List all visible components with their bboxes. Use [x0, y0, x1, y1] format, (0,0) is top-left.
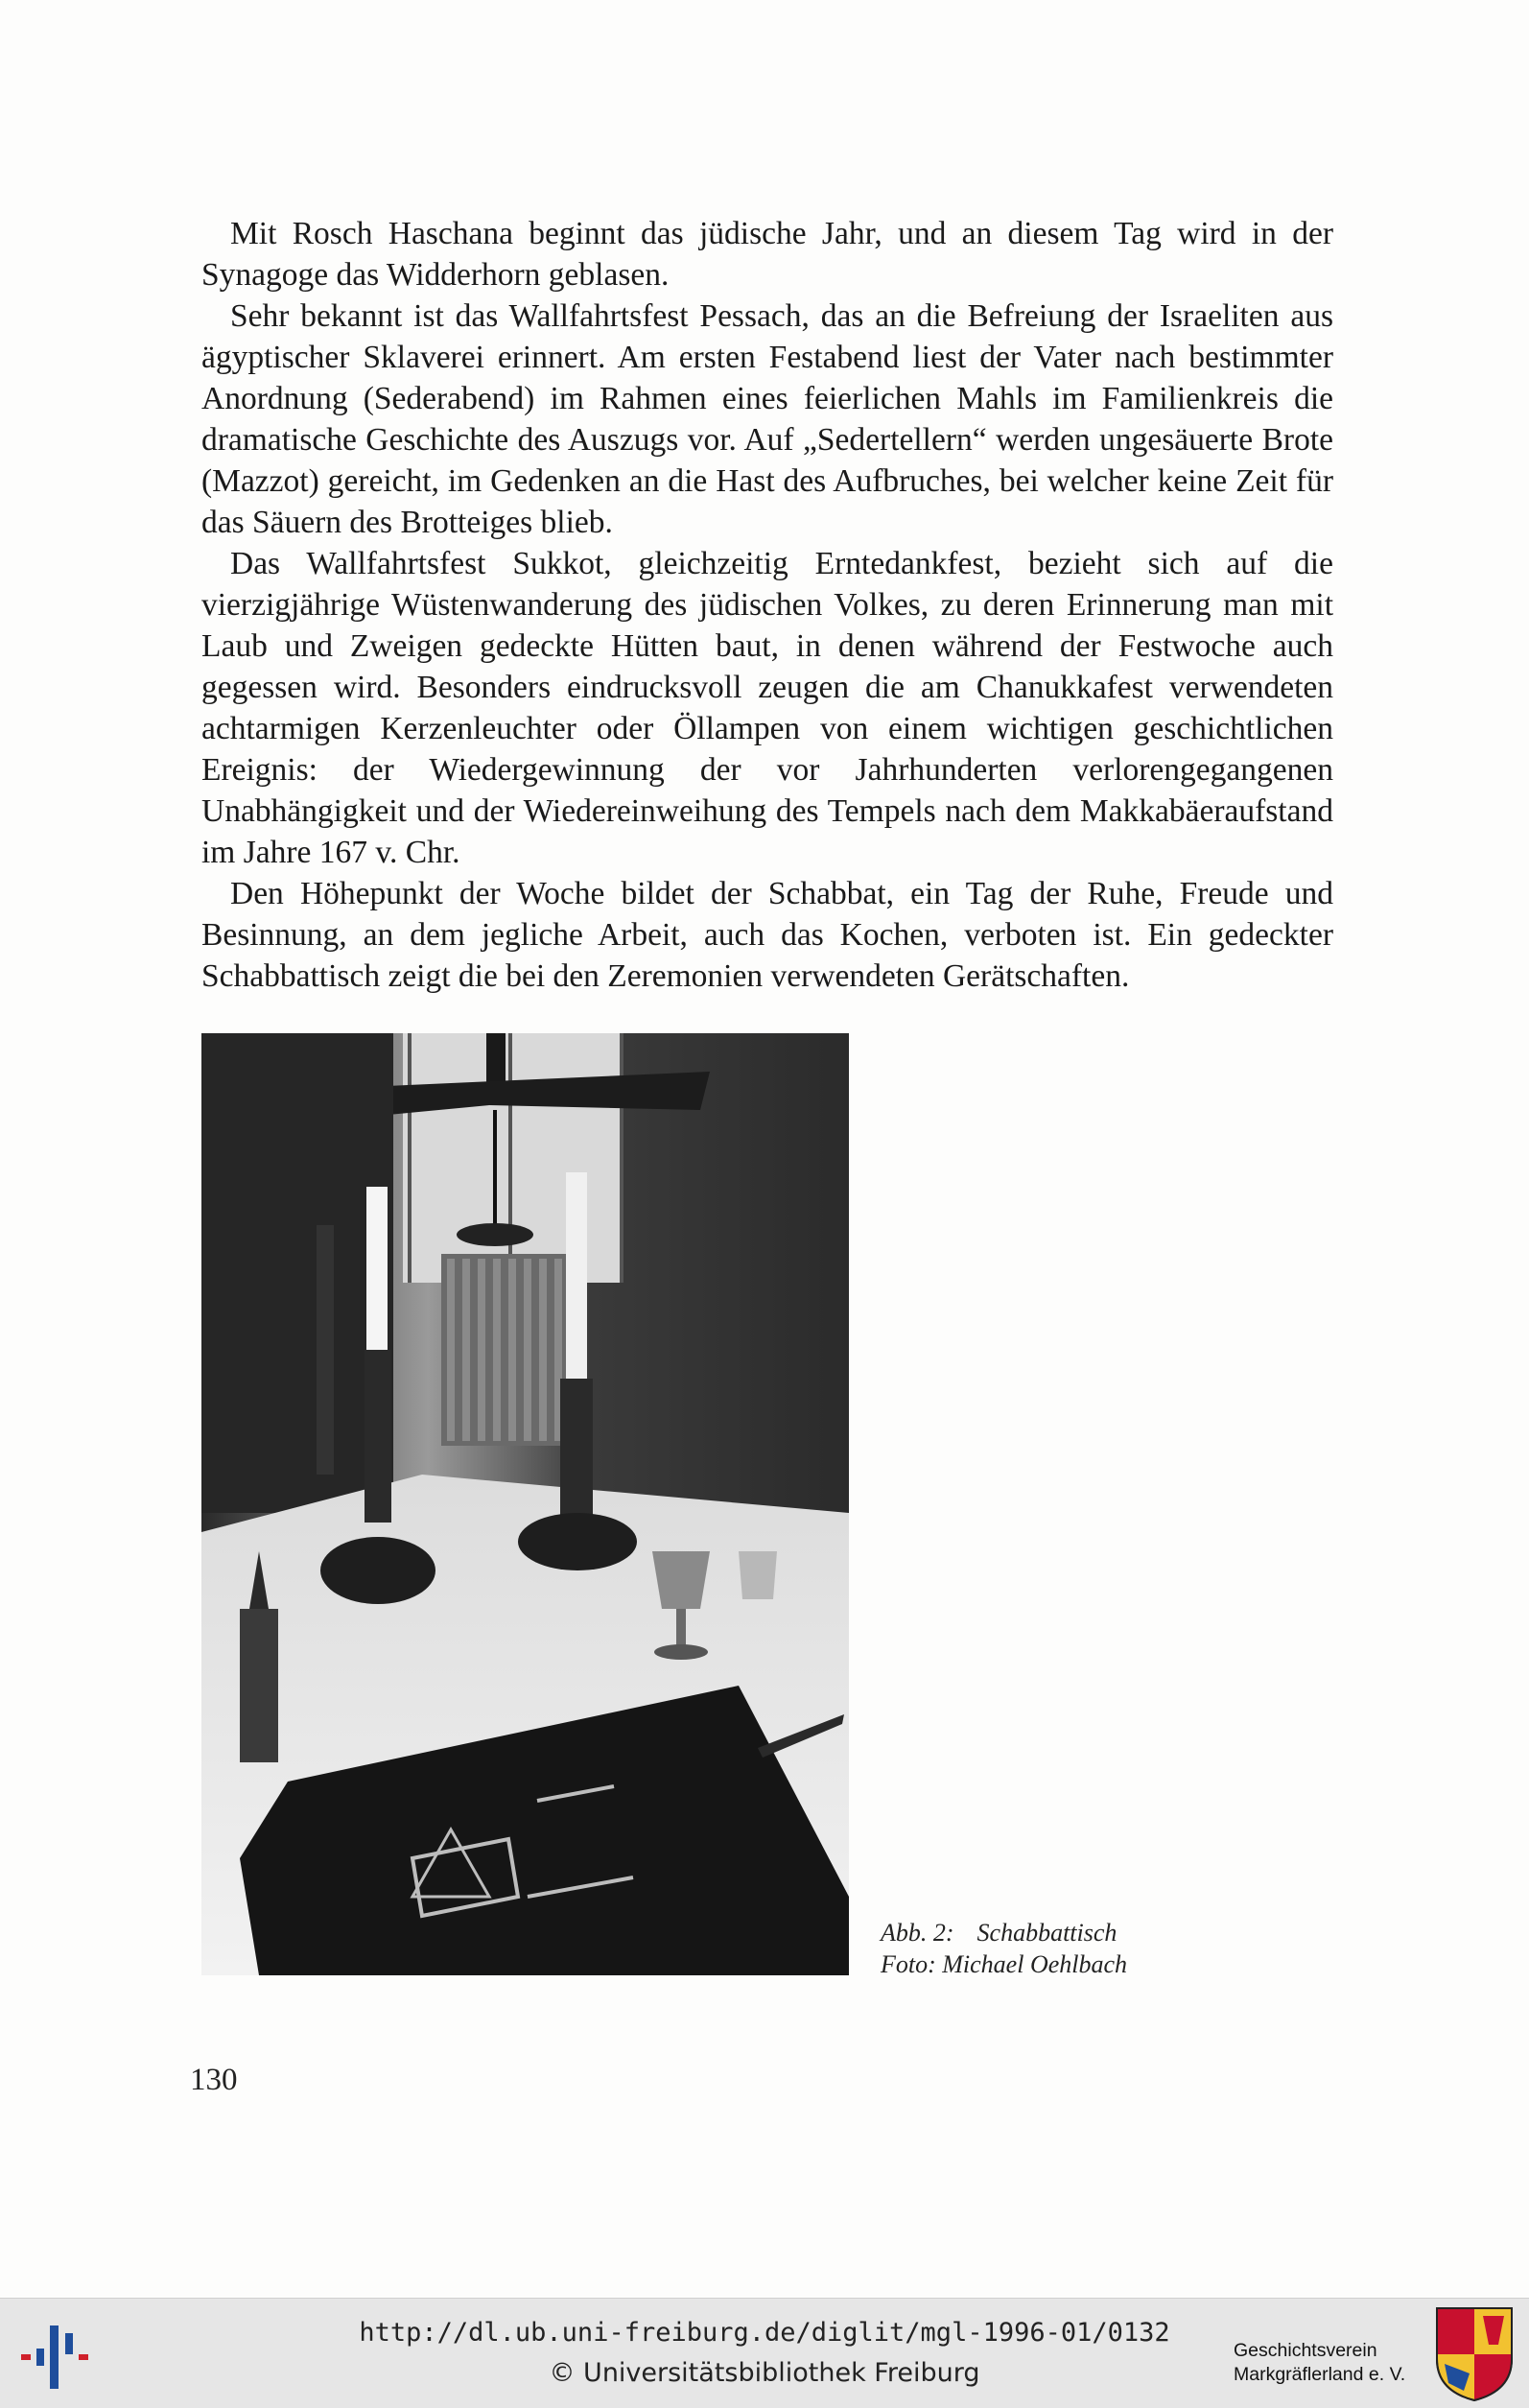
page-number: 130 [190, 2063, 238, 2097]
society-name [1234, 2339, 1405, 2387]
caption-title-line [881, 1917, 1127, 1948]
viewer-footer [0, 2298, 1529, 2408]
schabbattisch-photo [201, 1033, 849, 1975]
society-crest-icon [1435, 2306, 1514, 2402]
society-name-line1: Geschichtsverein [1234, 2340, 1377, 2361]
paragraph-sukkot: Das Wallfahrtsfest Sukkot, gleichzeitig Erntedankfest, bezieht sich auf die vierzigjährige Wüstenwanderung des jüdischen Volkes, zu deren Erinnerung man mit Laub und Zweigen gedeckte Hütten baut, in denen während der Festwoche auch gegessen wird. Besonders eindrucksvoll zeugen die am Chanukkafest verwendeten achtarmigen Kerzenleuchter oder Öllampen von einem wichtigen geschichtlichen Ereignis: der Wiedergewinnung der vor Jahrhunderten verlorengegangenen Unabhängigkeit und der Wiedereinweihung des Tempels nach dem Makkabäeraufstand im Jahre 167 v. Chr. [201, 546, 1333, 870]
copyright-notice: © Universitätsbibliothek Freiburg [549, 2358, 980, 2388]
permalink-url[interactable]: http://dl.ub.uni-freiburg.de/diglit/mgl-1996-01/0132 [359, 2318, 1170, 2348]
caption-credit: Foto: Michael Oehlbach [881, 1950, 1128, 1978]
paragraph-rosch-haschana: Mit Rosch Haschana beginnt das jüdische Jahr, und an diesem Tag wird in der Synagoge das Widderhorn geblasen. [201, 216, 1333, 293]
body-text [201, 213, 1333, 997]
society-name-line2: Markgräflerland e. V. [1234, 2364, 1406, 2385]
caption-title: Schabbattisch [976, 1919, 1117, 1947]
paragraph-pessach: Sehr bekannt ist das Wallfahrtsfest Pessach, das an die Befreiung der Israeliten aus ägyptischer Sklaverei erinnert. Am ersten Festabend liest der Vater nach bestimmter Anordnung (Sederabend) im Rahmen eines feierlichen Mahls im Familienkreis die dramatische Geschichte des Auszugs vor. Auf „Sedertellern“ werden ungesäuerte Brote (Mazzot) gereicht, im Gedenken an die Hast des Aufbruches, bei welcher keine Zeit für das Säuern des Brotteiges blieb. [201, 298, 1333, 540]
caption-label: Abb. 2: [881, 1919, 954, 1947]
paragraph-schabbat: Den Höhepunkt der Woche bildet der Schabbat, ein Tag der Ruhe, Freude und Besinnung, an dem jegliche Arbeit, auch das Kochen, verboten ist. Ein gedeckter Schabbattisch zeigt die bei den Zeremonien verwendeten Gerätschaften. [201, 876, 1333, 994]
figure-caption [881, 1917, 1127, 1980]
